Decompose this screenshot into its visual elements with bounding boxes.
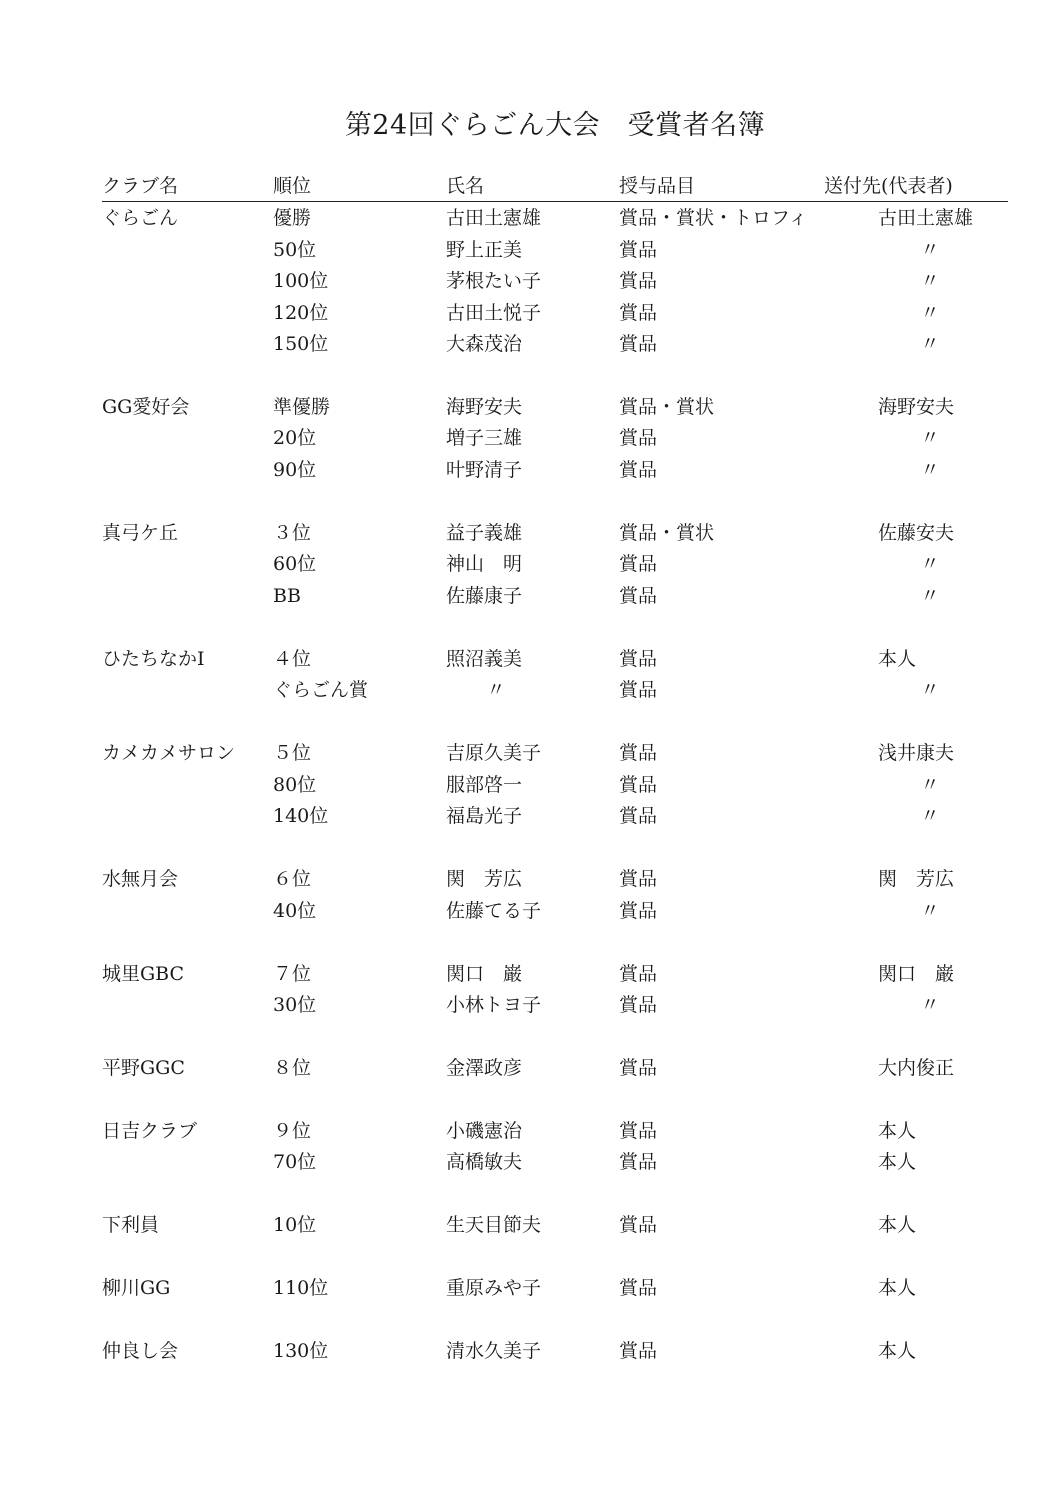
cell-name: 重原みや子 [446, 1277, 542, 1299]
cell-rank: 130位 [273, 1340, 329, 1362]
cell-recipient: 本人 [878, 1340, 917, 1362]
cell-club: 城里GBC [102, 963, 185, 985]
cell-name: 小磯憲治 [446, 1120, 523, 1142]
cell-prize: 賞品 [619, 994, 658, 1016]
cell-rank: 100位 [273, 270, 329, 292]
cell-name: 関口 巌 [446, 963, 523, 985]
cell-recipient: 〃 [920, 302, 940, 324]
cell-prize: 賞品 [619, 427, 658, 449]
cell-rank: 60位 [273, 553, 317, 575]
cell-rank: 120位 [273, 302, 329, 324]
cell-recipient: 本人 [878, 1151, 917, 1173]
cell-name: 益子義雄 [446, 522, 523, 544]
cell-recipient: 〃 [920, 805, 940, 827]
cell-prize: 賞品 [619, 742, 658, 764]
cell-prize: 賞品 [619, 553, 658, 575]
cell-recipient: 〃 [920, 270, 940, 292]
cell-rank: ９位 [273, 1120, 312, 1142]
cell-rank: 90位 [273, 459, 317, 481]
cell-recipient: 関 芳広 [878, 868, 955, 890]
cell-club: カメカメサロン [102, 742, 236, 764]
cell-recipient: 佐藤安夫 [878, 522, 955, 544]
cell-recipient: 本人 [878, 1120, 917, 1142]
cell-recipient: 大内俊正 [878, 1057, 955, 1079]
cell-prize: 賞品 [619, 868, 658, 890]
cell-recipient: 〃 [920, 239, 940, 261]
cell-rank: 準優勝 [273, 396, 331, 418]
cell-name: 大森茂治 [446, 333, 523, 355]
cell-rank: ８位 [273, 1057, 312, 1079]
cell-rank: 40位 [273, 900, 317, 922]
cell-prize: 賞品 [619, 1277, 658, 1299]
cell-name: 関 芳広 [446, 868, 523, 890]
document-title: 第24回ぐらごん大会 受賞者名簿 [344, 110, 766, 141]
cell-name: 海野安夫 [446, 396, 523, 418]
cell-recipient: 浅井康夫 [878, 742, 955, 764]
cell-club: GG愛好会 [102, 396, 190, 418]
cell-rank: 110位 [273, 1277, 329, 1299]
cell-recipient: 古田土憲雄 [878, 207, 974, 229]
cell-recipient: 〃 [920, 553, 940, 575]
cell-rank: ６位 [273, 868, 312, 890]
cell-recipient: 〃 [920, 585, 940, 607]
cell-recipient: 〃 [920, 333, 940, 355]
cell-name: 叶野清子 [446, 459, 523, 481]
header-club: クラブ名 [102, 175, 179, 197]
cell-club: 平野GGC [102, 1057, 185, 1079]
cell-rank: 30位 [273, 994, 317, 1016]
cell-recipient: 〃 [920, 459, 940, 481]
cell-prize: 賞品 [619, 774, 658, 796]
cell-name: 神山 明 [446, 553, 523, 575]
cell-prize: 賞品 [619, 1214, 658, 1236]
cell-rank: ５位 [273, 742, 312, 764]
cell-prize: 賞品 [619, 1340, 658, 1362]
cell-prize: 賞品 [619, 459, 658, 481]
cell-name: 高橋敏夫 [446, 1151, 523, 1173]
cell-name: 吉原久美子 [446, 742, 542, 764]
cell-prize: 賞品 [619, 239, 658, 261]
cell-rank: ぐらごん賞 [273, 679, 369, 701]
cell-name: 野上正美 [446, 239, 523, 261]
cell-name: 古田土悦子 [446, 302, 542, 324]
cell-prize: 賞品 [619, 270, 658, 292]
cell-prize: 賞品 [619, 805, 658, 827]
cell-club: ぐらごん [102, 207, 179, 229]
cell-prize: 賞品 [619, 1057, 658, 1079]
cell-recipient: 〃 [920, 994, 940, 1016]
cell-club: 下利員 [102, 1214, 160, 1236]
cell-recipient: 本人 [878, 1277, 917, 1299]
cell-rank: 150位 [273, 333, 329, 355]
cell-club: 日吉クラブ [102, 1120, 198, 1142]
cell-recipient: 〃 [920, 774, 940, 796]
cell-rank: 80位 [273, 774, 317, 796]
cell-rank: BB [273, 585, 301, 607]
cell-name: 服部啓一 [446, 774, 523, 796]
cell-recipient: 本人 [878, 1214, 917, 1236]
cell-name: 福島光子 [446, 805, 523, 827]
cell-club: 真弓ケ丘 [102, 522, 179, 544]
header-prize: 授与品目 [619, 175, 696, 197]
cell-name: 増子三雄 [446, 427, 523, 449]
cell-prize: 賞品 [619, 900, 658, 922]
table-header [102, 173, 1008, 202]
cell-recipient: 関口 巌 [878, 963, 955, 985]
cell-rank: 20位 [273, 427, 317, 449]
cell-name: 照沼義美 [446, 648, 523, 670]
header-recipient: 送付先(代表者) [824, 175, 953, 197]
cell-club: 仲良し会 [102, 1340, 179, 1362]
header-name: 氏名 [446, 175, 485, 197]
cell-recipient: 〃 [920, 900, 940, 922]
cell-name: 〃 [486, 679, 506, 701]
cell-prize: 賞品 [619, 302, 658, 324]
cell-rank: 50位 [273, 239, 317, 261]
cell-prize: 賞品 [619, 1120, 658, 1142]
cell-recipient: 海野安夫 [878, 396, 955, 418]
cell-recipient: 〃 [920, 679, 940, 701]
cell-prize: 賞品・賞状・トロフィ [619, 207, 808, 229]
cell-prize: 賞品 [619, 648, 658, 670]
cell-rank: 140位 [273, 805, 329, 827]
cell-prize: 賞品 [619, 963, 658, 985]
header-rank: 順位 [273, 175, 312, 197]
cell-prize: 賞品・賞状 [619, 396, 715, 418]
cell-name: 生天目節夫 [446, 1214, 542, 1236]
cell-name: 佐藤てる子 [446, 900, 542, 922]
cell-rank: ３位 [273, 522, 312, 544]
cell-name: 古田土憲雄 [446, 207, 542, 229]
cell-prize: 賞品 [619, 333, 658, 355]
cell-name: 佐藤康子 [446, 585, 523, 607]
cell-club: 水無月会 [102, 868, 179, 890]
cell-name: 金澤政彦 [446, 1057, 523, 1079]
cell-recipient: 本人 [878, 648, 917, 670]
cell-prize: 賞品 [619, 1151, 658, 1173]
cell-rank: 10位 [273, 1214, 317, 1236]
cell-club: 柳川GG [102, 1277, 171, 1299]
cell-rank: ７位 [273, 963, 312, 985]
cell-recipient: 〃 [920, 427, 940, 449]
cell-name: 小林トヨ子 [446, 994, 542, 1016]
cell-prize: 賞品 [619, 585, 658, 607]
cell-rank: ４位 [273, 648, 312, 670]
cell-rank: 70位 [273, 1151, 317, 1173]
cell-club: ひたちなかⅠ [102, 648, 205, 670]
cell-rank: 優勝 [273, 207, 312, 229]
cell-prize: 賞品 [619, 679, 658, 701]
cell-name: 清水久美子 [446, 1340, 542, 1362]
cell-prize: 賞品・賞状 [619, 522, 715, 544]
cell-name: 茅根たい子 [446, 270, 542, 292]
